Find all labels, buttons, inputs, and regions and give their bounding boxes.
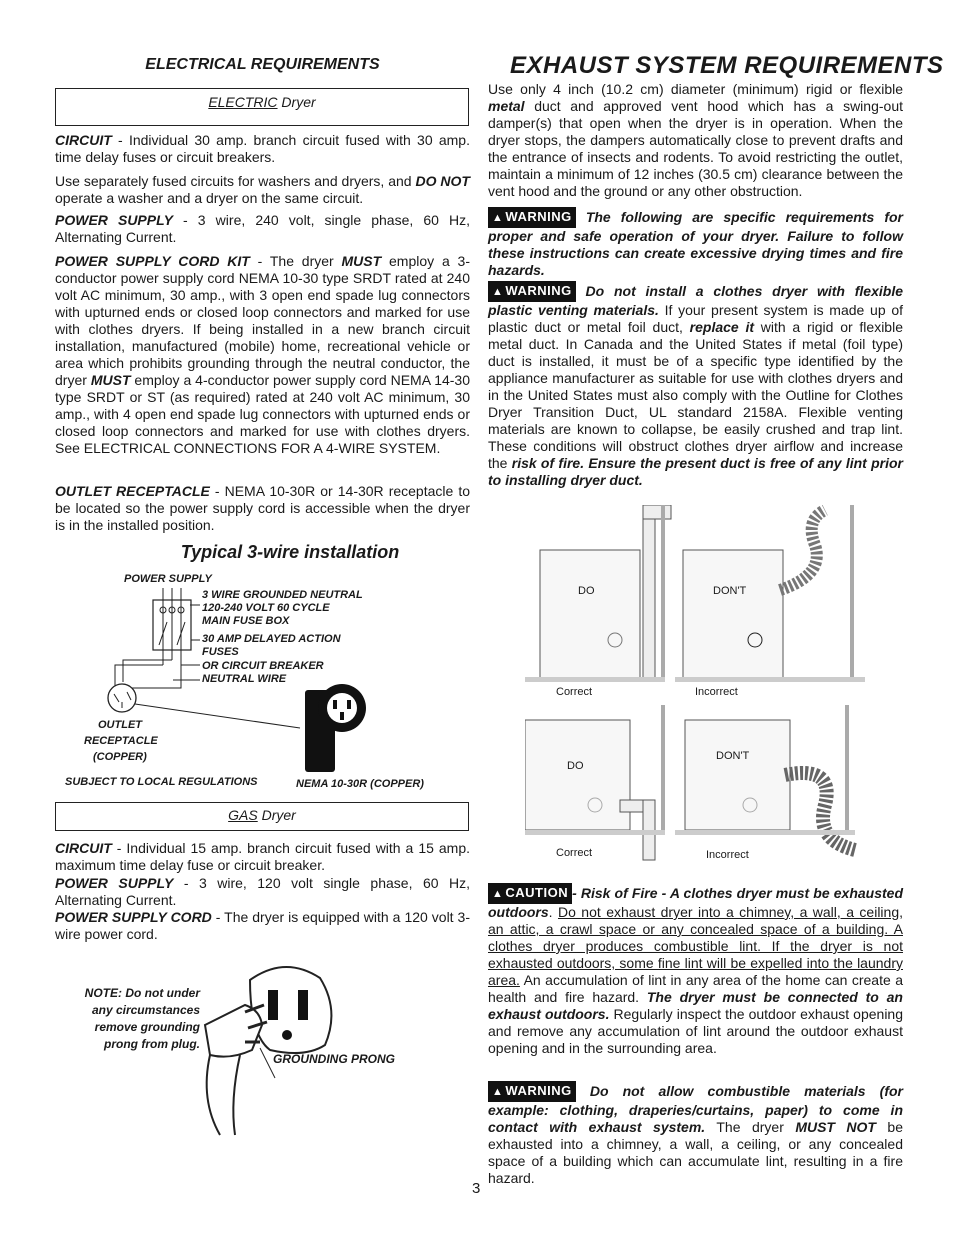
plug-note-line: NOTE: Do not under (84, 986, 200, 1000)
cord-kit-t1: - The dryer (249, 253, 342, 269)
wall-shape (850, 505, 854, 680)
dryer-shape (683, 550, 783, 680)
warning-1-para (488, 207, 903, 279)
rigid-duct (643, 515, 655, 680)
diagram-nema: NEMA 10-30R (COPPER) (296, 778, 424, 790)
warning-3-t1: The dryer (705, 1119, 796, 1135)
fig-do-2: DO (567, 760, 584, 772)
gas-cord-para (55, 909, 470, 943)
fig-dont-2: DON'T (716, 750, 750, 762)
fig-do-1: DO (578, 585, 595, 597)
caution-para (488, 883, 903, 1057)
intro-metal: metal (488, 98, 525, 114)
receptacle-slot (347, 700, 351, 709)
dryer-shape (525, 720, 630, 830)
socket-slot (268, 990, 278, 1020)
electric-dryer-box (55, 88, 469, 126)
caution-t3: Regularly inspect the outdoor exhaust opening and remove any accumulation of lint around the outdoor exhaust opening and in the surrounding area. (488, 1006, 903, 1056)
exhaust-intro-para (488, 81, 903, 200)
cord-kit-lead: POWER SUPPLY CORD KIT (55, 253, 250, 269)
power-supply-lead: POWER SUPPLY (55, 212, 173, 228)
diagram-label-3: MAIN FUSE BOX (202, 615, 290, 627)
warning-triangle-icon: ▲ (492, 1086, 504, 1098)
diagram-label-2: 120-240 VOLT 60 CYCLE (202, 602, 330, 614)
plug-note (60, 985, 200, 1053)
warning-badge (488, 281, 576, 302)
plug-note-line: prong from plug. (104, 1037, 200, 1051)
plug-note-line: remove grounding (94, 1020, 200, 1034)
receptacle-slot (333, 700, 337, 709)
diagram-label-5: FUSES (202, 646, 239, 658)
outlet-lead: OUTLET RECEPTACLE (55, 483, 210, 499)
circuit-para (55, 132, 470, 166)
diagram-outlet: OUTLET (98, 719, 142, 731)
cord-kit-t2: employ a 3-conductor power supply cord NEMA 10-30 type SRDT rated at 240 volt AC minimum, 30 amp., with 3 open end spade lug connectors with upturned ends or closed loop connectors and marked for use with clothes dryers. If being installed in a new branch circuit installation, manufactured (mobile) home, recreational vehicle or area which prohibits grounding through the neutral conductor, the dryer (55, 253, 470, 388)
caution-badge-label: CAUTION (505, 885, 569, 900)
cord-kit-t3: employ a 4-conductor power supply cord NEMA 14-30 type SRDT or ST (as required) rated at 240 volt AC minimum, 30 amp., with 4 open end spade lug connectors with upturned ends or closed loop connectors and marked for use with clothes dryers. See ELECTRICAL CONNECTIONS FOR A 4-WIRE SYSTEM. (55, 372, 471, 456)
gas-circuit-para (55, 840, 470, 874)
plug-cord (207, 1055, 240, 1135)
warning-3-para (488, 1081, 903, 1187)
diagram-subject: SUBJECT TO LOCAL REGULATIONS (65, 776, 258, 788)
gas-label: GAS (228, 807, 258, 823)
diagram-label-4: 30 AMP DELAYED ACTION (202, 633, 341, 645)
warning-triangle-icon: ▲ (492, 286, 504, 298)
circuit-text: - Individual 30 amp. branch circuit fused with 30 amp. time delay fuses or circuit breakers. (55, 132, 470, 165)
warning-2-risk: risk of fire. Ensure the present duct is free of any lint prior to installing dryer duct. (488, 455, 904, 488)
gas-circuit-lead: CIRCUIT (55, 840, 112, 856)
page-number: 3 (472, 1180, 481, 1197)
power-supply-para (55, 212, 470, 246)
intro-t1: Use only 4 inch (10.2 cm) diameter (minimum) rigid or flexible (488, 81, 903, 97)
gas-dryer-box (55, 802, 469, 831)
diagram-receptacle: RECEPTACLE (84, 735, 158, 747)
wall-shape (661, 705, 665, 835)
floor-shape (675, 677, 865, 682)
dryer-shape (540, 550, 640, 680)
diagram-power-supply: POWER SUPPLY (124, 573, 212, 585)
floor-shape (525, 830, 665, 835)
caution-t2: An accumulation of lint in any area of the home can create a health and fire hazard. (488, 972, 903, 1005)
plug-note-line: any circumstances (91, 1003, 200, 1017)
gas-power-lead: POWER SUPPLY (55, 875, 174, 891)
cord-kit-para (55, 253, 470, 457)
leader-line (135, 704, 300, 728)
cord-kit-must-1: MUST (341, 253, 382, 269)
floor-shape (675, 830, 855, 835)
power-supply-text: - 3 wire, 240 volt, single phase, 60 Hz, Alternating Current. (55, 212, 471, 245)
gas-cord-lead: POWER SUPPLY CORD (55, 909, 212, 925)
warning-2-t1: If your present system is made up of plastic duct or metal foil duct, (488, 302, 903, 335)
typical-installation-title: Typical 3-wire installation (180, 542, 400, 562)
receptacle-slot (340, 712, 344, 720)
gas-cord-text: - The dryer is equipped with a 120 volt 3-wire power cord. (55, 909, 470, 942)
warning-badge-label: WARNING (505, 283, 572, 298)
fig-correct-1: Correct (556, 686, 593, 698)
flex-duct (785, 773, 855, 850)
cord-kit-must-2: MUST (90, 372, 131, 388)
warning-badge (488, 207, 576, 228)
wall-plate-shape (250, 967, 331, 1053)
outlet-receptacle-para (55, 483, 470, 534)
flex-duct (780, 510, 825, 590)
fig-correct-2: Correct (556, 847, 593, 859)
diagram-label-6: OR CIRCUIT BREAKER (202, 660, 324, 672)
warning-1-text: The following are specific requirements for proper and safe operation of your dryer. Failure to follow these instructions can create excessive drying times and fire hazards. (488, 209, 903, 278)
electrical-heading: ELECTRICAL REQUIREMENTS (145, 56, 380, 73)
warning-2-replace: replace it (689, 319, 755, 335)
separate-circuits-para (55, 173, 470, 207)
dryer-shape (685, 720, 790, 830)
gas-power-para (55, 875, 470, 909)
warning-badge-label: WARNING (505, 209, 572, 224)
duct-elbow (643, 505, 671, 519)
diagram-copper: (COPPER) (93, 751, 147, 763)
circuit-lead: CIRCUIT (55, 132, 112, 148)
caution-must: The dryer must be connected to an exhaust outdoors. (488, 989, 903, 1022)
caution-badge (488, 883, 572, 904)
grounding-prong-label: GROUNDING PRONG (273, 1052, 396, 1066)
warning-3-lead: Do not allow combustible materials (for example: clothing, draperies/curtains, paper) to come in contact with exhaust system. (488, 1083, 903, 1135)
caution-underlined: Do not exhaust dryer into a chimney, a wall, a ceiling, an attic, a crawl space or any concealed space of a building. A clothes dryer produces combustible lint. If the dryer is not exhausted outdoors, some fine lint will be expelled into the laundry area. (488, 904, 904, 988)
separate-do-not: DO NOT (415, 173, 470, 189)
wall-shape (845, 705, 849, 835)
separate-t1: Use separately fused circuits for washers and dryers, and (55, 173, 416, 189)
warning-2-para (488, 281, 903, 489)
separate-t2: operate a washer and a dryer on the same circuit. (55, 190, 364, 206)
warning-badge (488, 1081, 576, 1102)
fig-incorrect-2: Incorrect (706, 849, 749, 861)
warning-2-lead: Do not install a clothes dryer with flexible plastic venting materials. (488, 283, 903, 318)
caution-t1: . (548, 904, 558, 920)
intro-t2: duct and approved vent hood which has a swing-out damper(s) that open when the dryer is in operation. When the dryer stops, the dampers automatically close to prevent drafts and the entrance of insects and rodents. To avoid restricting the outlet, maintain a minimum of 12 inches (30.5 cm) clearance between the vent hood and the ground or any other obstruction. (488, 98, 903, 199)
warning-triangle-icon: ▲ (492, 212, 504, 224)
ground-hole (282, 1030, 292, 1040)
plug-head (205, 1005, 262, 1057)
wire-line (123, 660, 172, 682)
wire-line (130, 670, 181, 688)
outlet-text: - NEMA 10-30R or 14-30R receptacle to be located so the power supply cord is accessible when the dryer is in the installed position. (55, 483, 470, 533)
electric-label: ELECTRIC (208, 94, 278, 110)
gas-dryer-label: Dryer (257, 807, 296, 823)
fig-incorrect-1: Incorrect (695, 686, 738, 698)
fig-dont-1: DON'T (713, 585, 747, 597)
dryer-label: Dryer (277, 94, 316, 110)
warning-badge-label: WARNING (505, 1083, 572, 1098)
warning-2-t2: with a rigid or flexible metal duct. In Canada and the United States if metal (foil type) duct is installed, it must be of a specific type identified by the appliance manufacturer as suitable for use with clothes dryers and in the United States must also comply with the Outline for Clothes Dryer Transition Duct, UL standard 2158A. Flexible venting materials are known to collapse, be easily crushed and trap lint. These conditions will obstruct clothes dryer airflow and increase the (488, 319, 903, 471)
caution-triangle-icon: ▲ (492, 888, 504, 900)
socket-slot (298, 990, 308, 1020)
diagram-label-7: NEUTRAL WIRE (202, 673, 287, 685)
exhaust-heading: EXHAUST SYSTEM REQUIREMENTS (510, 52, 944, 79)
gas-circuit-text: - Individual 15 amp. branch circuit fused with a 15 amp. maximum time delay fuse or circuit breaker. (55, 840, 470, 873)
wall-shape (661, 505, 665, 680)
gas-power-text: - 3 wire, 120 volt single phase, 60 Hz, Alternating Current. (55, 875, 470, 908)
warning-3-t2: be exhausted into a chimney, a wall, a ceiling, or any concealed space of a building which can accumulate lint, resulting in a fire hazard. (488, 1119, 904, 1186)
caution-lead: - Risk of Fire - A clothes dryer must be exhausted outdoors (488, 885, 903, 920)
warning-3-must-not: MUST NOT (795, 1119, 876, 1135)
floor-shape (525, 677, 665, 682)
diagram-label-1: 3 WIRE GROUNDED NEUTRAL (202, 589, 363, 601)
